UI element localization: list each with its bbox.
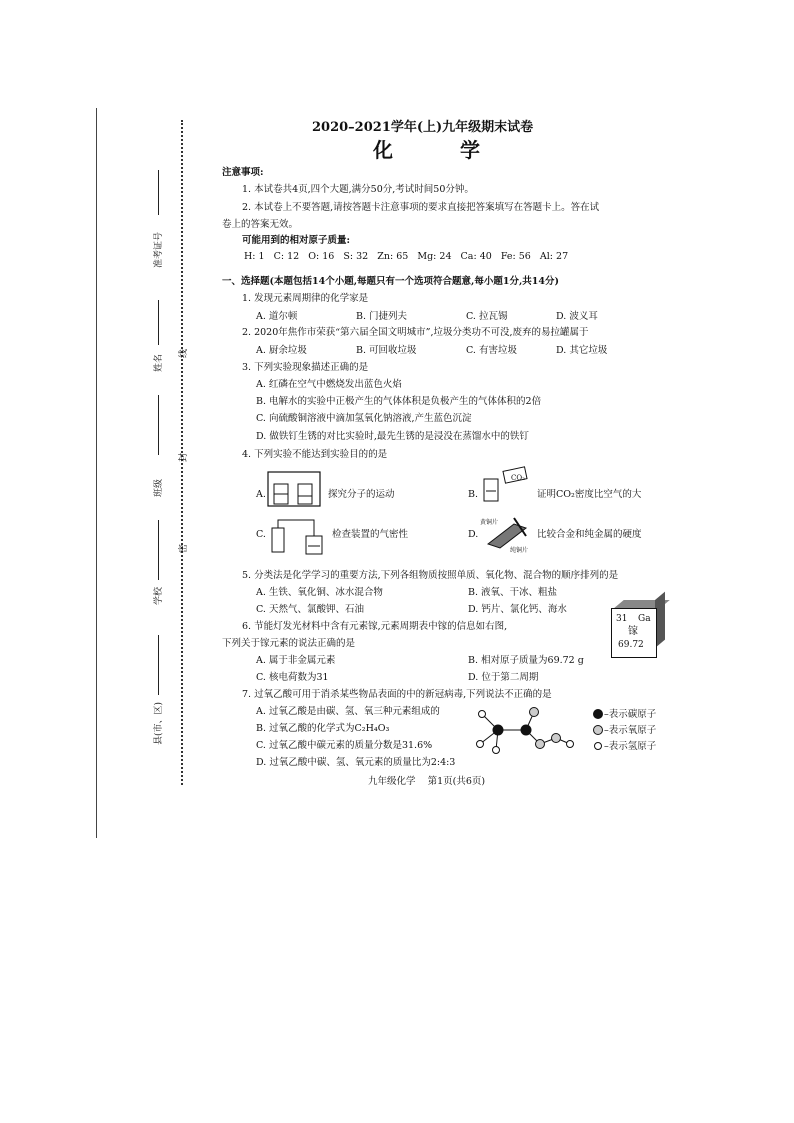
legend-carbon: –表示碳原子 [604,709,657,720]
q2-option-d: D. 其它垃圾 [556,345,608,356]
county-blank [158,635,159,695]
q4-option-b: 证明CO₂密度比空气的大 [537,489,642,500]
q4-apparatus-c [268,518,328,558]
q3-option-d: D. 做铁钉生锈的对比实验时,最先生锈的是浸没在蒸馏水中的铁钉 [256,431,529,442]
notice-item-2-cont: 卷上的答案无效。 [222,219,299,230]
left-edge-line [96,108,97,838]
ga-name: 镓 [628,626,638,637]
q6-option-a: A. 属于非金属元素 [256,655,336,666]
gallium-periodic-cell [611,608,657,658]
q6-stem: 6. 节能灯发光材料中含有元素镓,元素周期表中镓的信息如右图, [242,621,508,632]
ga-atomic-mass: 69.72 [618,640,644,650]
q2-option-a: A. 厨余垃圾 [256,345,307,356]
q3-stem: 3. 下列实验现象描述正确的是 [242,362,369,373]
q4-option-c: 检查装置的气密性 [332,529,409,540]
q7-option-a: A. 过氧乙酸是由碳、氢、氧三种元素组成的 [256,706,440,717]
name-label: 姓名 [154,353,164,372]
school-blank [158,520,159,580]
school-label: 学校 [154,586,164,605]
legend-hydrogen: –表示氢原子 [604,741,657,752]
q4-label-brass: 黄铜片 [480,519,499,526]
q1-stem: 1. 发现元素周期律的化学家是 [242,293,369,304]
notice-heading: 注意事项: [222,167,264,178]
q7-option-c: C. 过氧乙酸中碳元素的质量分数是31.6% [256,740,433,751]
q2-option-c: C. 有害垃圾 [466,345,517,356]
q1-option-d: D. 波义耳 [556,311,598,322]
county-label: 县(市、区) [154,701,164,745]
q5-option-d: D. 钙片、氯化钙、海水 [468,604,567,615]
q4-apparatus-a [266,470,326,510]
q4-co2-tag: CO₂ [511,474,525,482]
seal-char-seal: 封 [179,452,189,462]
q6-option-d: D. 位于第二周期 [468,672,539,683]
q4-label-c: C. [256,529,266,540]
molecule-legend-markers [592,708,604,754]
atomic-masses: H: 1 C: 12 O: 16 S: 32 Zn: 65 Mg: 24 Ca: 40 Fe: 56 Al: 27 [244,251,569,262]
q5-option-a: A. 生铁、氧化铜、冰水混合物 [256,587,383,598]
q4-option-d: 比较合金和纯金属的硬度 [537,529,642,540]
name-blank [158,300,159,345]
q7-stem: 7. 过氧乙酸可用于消杀某些物品表面的中的新冠病毒,下列说法不正确的是 [242,689,552,700]
ga-atomic-number: 31 [616,614,628,624]
exam-id-label: 准考证号 [154,231,164,268]
q2-option-b: B. 可回收垃圾 [356,345,417,356]
legend-oxygen: –表示氧原子 [604,725,657,736]
subject-title: 化 学 [373,138,510,162]
peracetic-acid-molecule [470,700,580,760]
page-footer: 九年级化学 第1页(共6页) [368,776,486,787]
q3-option-a: A. 红磷在空气中燃烧发出蓝色火焰 [256,379,402,390]
class-label: 班级 [154,478,164,497]
class-blank [158,395,159,455]
mass-heading: 可能用到的相对原子质量: [242,235,351,246]
q4-option-a: 探究分子的运动 [328,489,395,500]
q4-apparatus-b [482,465,532,505]
q2-stem: 2. 2020年焦作市荣获“第六届全国文明城市”,垃圾分类功不可没,废弃的易拉罐属于 [242,327,589,338]
seal-char-line: 线 [179,348,189,358]
q7-option-d: D. 过氧乙酸中碳、氢、氧元素的质量比为2:4:3 [256,757,456,768]
q6-option-c: C. 核电荷数为31 [256,672,329,683]
q5-option-b: B. 液氧、干冰、粗盐 [468,587,558,598]
q4-label-copper: 纯铜片 [510,547,529,554]
q6-stem-cont: 下列关于镓元素的说法正确的是 [222,638,356,649]
q5-option-c: C. 天然气、氯酸钾、石油 [256,604,364,615]
q3-option-c: C. 向硫酸铜溶液中滴加氢氧化钠溶液,产生蓝色沉淀 [256,413,472,424]
ga-symbol: Ga [638,614,651,624]
seal-char-secret: 密 [179,543,189,553]
q5-stem: 5. 分类法是化学学习的重要方法,下列各组物质按照单质、氧化物、混合物的顺序排列的是 [242,570,619,581]
exam-title: 2020–2021学年(上)九年级期末试卷 [312,120,534,135]
q1-option-b: B. 门捷列夫 [356,311,408,322]
notice-item-2: 2. 本试卷上不要答题,请按答题卡注意事项的要求直接把答案填写在答题卡上。答在试 [242,202,600,213]
q7-option-b: B. 过氧乙酸的化学式为C₂H₄O₃ [256,723,390,734]
q1-option-a: A. 道尔顿 [256,311,298,322]
q4-label-b: B. [468,489,479,500]
exam-id-blank [158,170,159,215]
q1-option-c: C. 拉瓦锡 [466,311,508,322]
q6-option-b: B. 相对原子质量为69.72 g [468,655,584,666]
notice-item-1: 1. 本试卷共4页,四个大题,满分50分,考试时间50分钟。 [242,184,474,195]
q4-label-a: A. [256,489,266,500]
q4-stem: 4. 下列实验不能达到实验目的的是 [242,449,388,460]
q4-label-d: D. [468,529,479,540]
section1-heading: 一、选择题(本题包括14个小题,每题只有一个选项符合题意,每小题1分,共14分) [222,276,559,287]
q3-option-b: B. 电解水的实验中正极产生的气体体积是负极产生的气体体积的2倍 [256,396,542,407]
